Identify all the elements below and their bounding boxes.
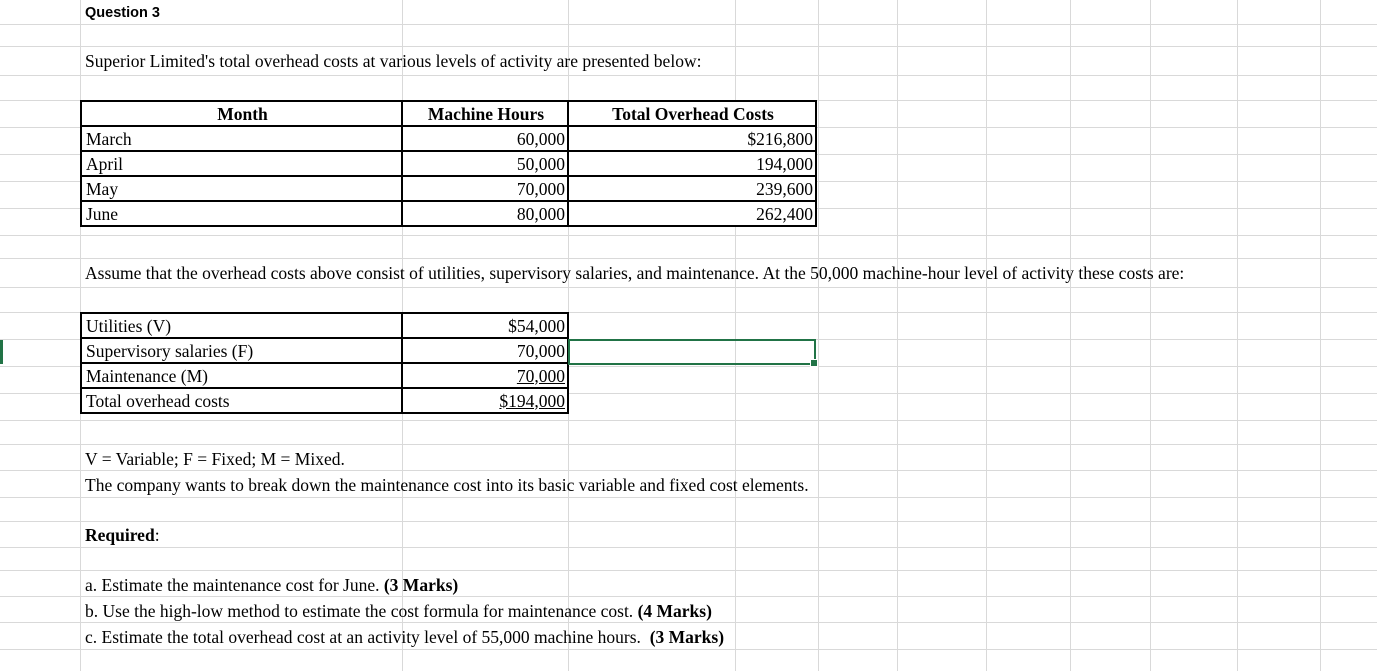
table-row [81, 338, 568, 363]
table-row [81, 126, 816, 151]
row-indicator [0, 340, 3, 364]
table-row [81, 151, 816, 176]
task-item [85, 600, 712, 622]
cost-label-cell[interactable]: Maintenance (M) [81, 363, 402, 388]
assume-text: Assume that the overhead costs above consist of utilities, supervisory salaries, and maintenance. At the 50,000 machine-hour level of activity these costs are: [85, 263, 1185, 283]
cost-value-cell[interactable] [402, 388, 568, 413]
cost-value-cell[interactable]: $54,000 [402, 313, 568, 338]
table-row [81, 363, 568, 388]
header-month: Month [81, 101, 402, 126]
month-cell[interactable]: June [81, 201, 402, 226]
header-total-overhead: Total Overhead Costs [568, 101, 816, 126]
cost-cell[interactable]: $216,800 [568, 126, 816, 151]
hours-cell[interactable]: 70,000 [402, 176, 568, 201]
total-value-underlined: $194,000 [499, 390, 565, 411]
task-text: a. Estimate the maintenance cost for June. [85, 575, 384, 595]
hours-cell[interactable]: 50,000 [402, 151, 568, 176]
cost-table [80, 312, 569, 414]
month-cell[interactable]: May [81, 176, 402, 201]
question-title: Question 3 [85, 5, 160, 21]
fill-handle[interactable] [810, 359, 818, 367]
table-row [81, 176, 816, 201]
cost-value-underlined: 70,000 [516, 365, 565, 386]
required-heading [85, 524, 160, 546]
table-row [81, 313, 568, 338]
required-label: Required [85, 525, 155, 545]
table-header-row [81, 101, 816, 126]
task-item [85, 626, 724, 648]
breakdown-text: The company wants to break down the maintenance cost into its basic variable and fixed cost elements. [85, 475, 809, 495]
cost-label-cell[interactable]: Total overhead costs [81, 388, 402, 413]
task-text: c. Estimate the total overhead cost at an activity level of 55,000 machine hours. [85, 627, 650, 647]
cost-cell[interactable]: 239,600 [568, 176, 816, 201]
table-row [81, 201, 816, 226]
legend-text: V = Variable; F = Fixed; M = Mixed. [85, 449, 345, 469]
header-machine-hours: Machine Hours [402, 101, 568, 126]
intro-text: Superior Limited's total overhead costs at various levels of activity are presented below: [85, 51, 702, 71]
hours-cell[interactable]: 60,000 [402, 126, 568, 151]
cost-value-cell[interactable] [402, 363, 568, 388]
activity-table [80, 100, 817, 227]
table-row [81, 388, 568, 413]
month-cell[interactable]: March [81, 126, 402, 151]
required-colon: : [154, 525, 160, 545]
task-marks: (3 Marks) [383, 575, 459, 595]
cost-value-cell[interactable]: 70,000 [402, 338, 568, 363]
cost-cell[interactable]: 262,400 [568, 201, 816, 226]
cost-label-cell[interactable]: Utilities (V) [81, 313, 402, 338]
selected-cell[interactable] [568, 339, 816, 365]
hours-cell[interactable]: 80,000 [402, 201, 568, 226]
task-marks: (3 Marks) [649, 627, 725, 647]
month-cell[interactable]: April [81, 151, 402, 176]
cost-label-cell[interactable]: Supervisory salaries (F) [81, 338, 402, 363]
task-item [85, 574, 458, 596]
task-text: b. Use the high-low method to estimate the cost formula for maintenance cost. [85, 601, 638, 621]
cost-cell[interactable]: 194,000 [568, 151, 816, 176]
task-marks: (4 Marks) [637, 601, 712, 621]
